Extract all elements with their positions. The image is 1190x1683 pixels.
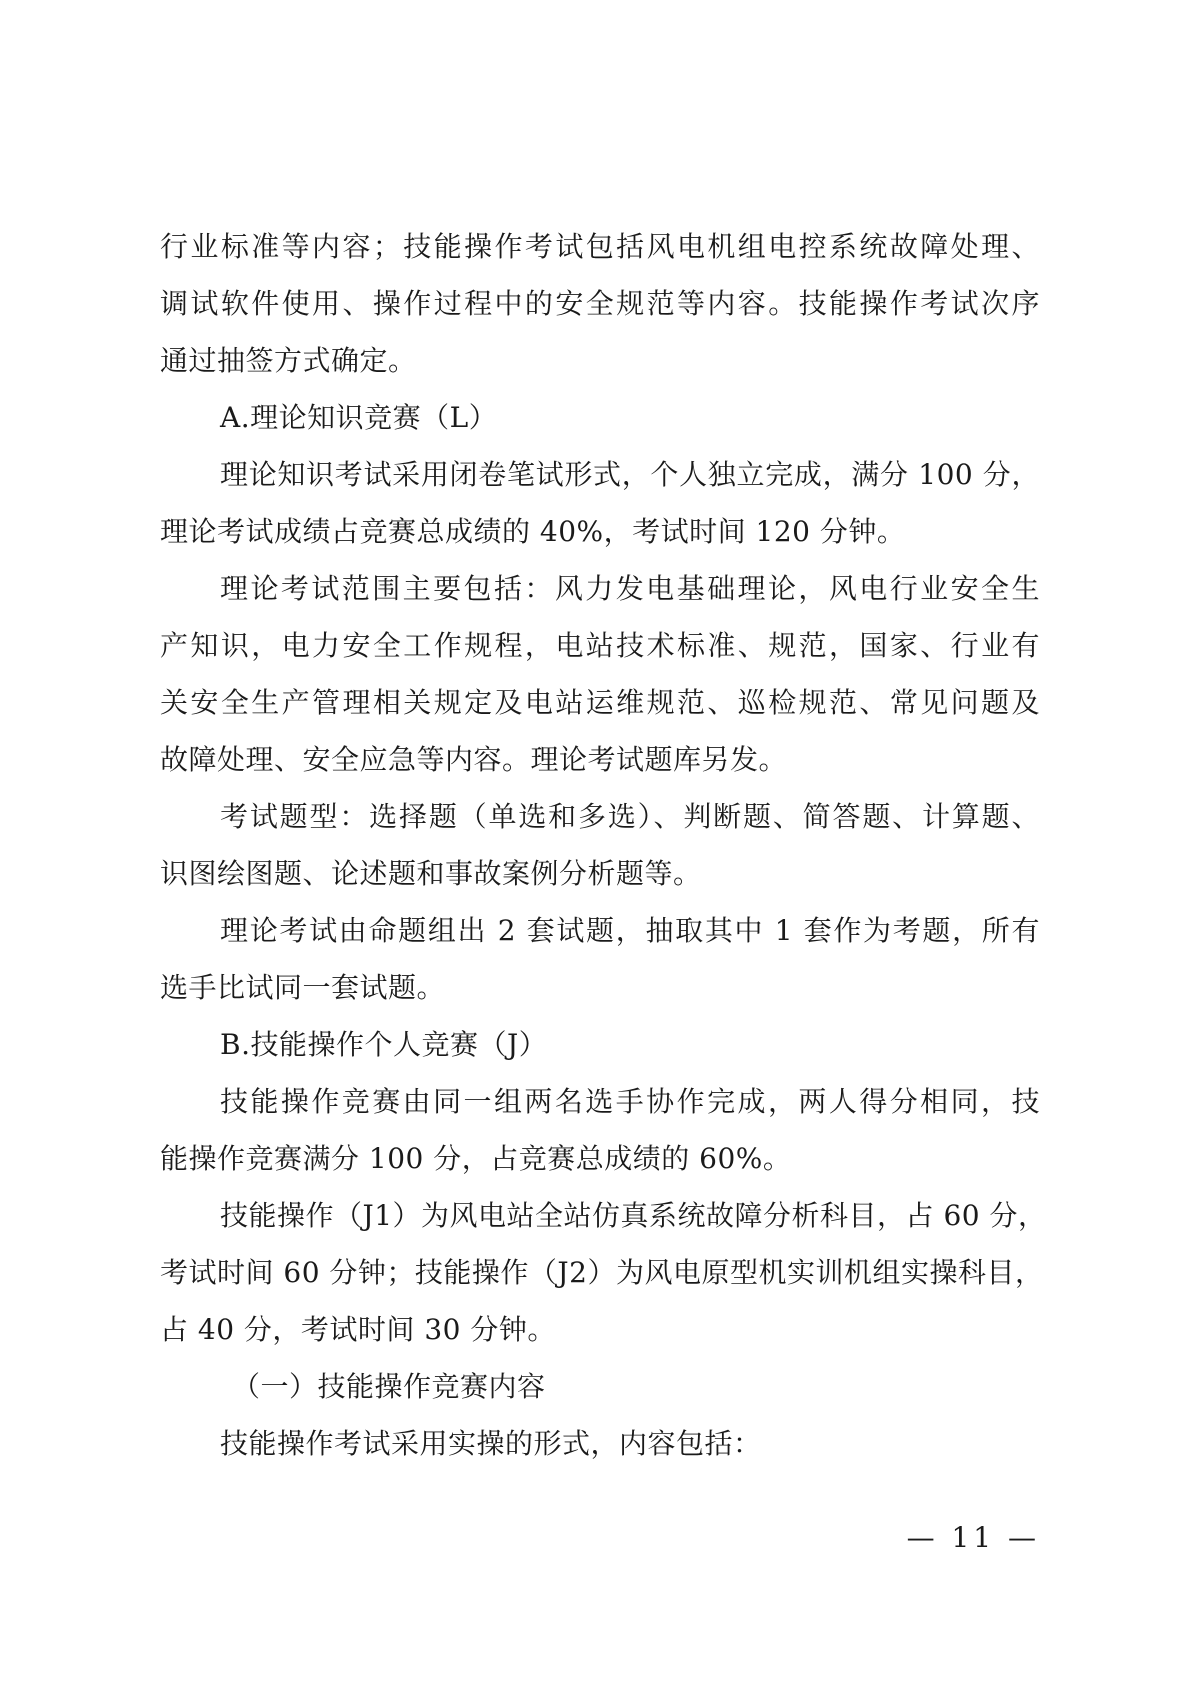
page-number: — 11 — [906, 1521, 1040, 1554]
body-text-line: 技能操作考试采用实操的形式，内容包括： [220, 1427, 762, 1460]
body-text-line: 调试软件使用、操作过程中的安全规范等内容。技能操作考试次序 [160, 287, 1040, 320]
body-text-line: 能操作竞赛满分 100 分，占竞赛总成绩的 60%。 [160, 1142, 792, 1175]
body-text-line: 识图绘图题、论述题和事故案例分析题等。 [160, 857, 702, 890]
body-text-line: 技能操作（J1）为风电站全站仿真系统故障分析科目，占 60 分， [220, 1199, 1047, 1232]
body-text-line: 占 40 分，考试时间 30 分钟。 [160, 1313, 556, 1346]
body-text-line: 理论考试范围主要包括：风力发电基础理论，风电行业安全生 [220, 572, 1040, 605]
document-body [160, 218, 1047, 1472]
body-text-line: 考试题型：选择题（单选和多选）、判断题、简答题、计算题、 [220, 800, 1040, 833]
section-heading-skills: B.技能操作个人竞赛（J） [220, 1028, 548, 1061]
body-text-line: 产知识，电力安全工作规程，电站技术标准、规范，国家、行业有 [160, 629, 1040, 662]
body-text-line: 技能操作竞赛由同一组两名选手协作完成，两人得分相同，技 [220, 1085, 1040, 1118]
body-text-line: 行业标准等内容；技能操作考试包括风电机组电控系统故障处理、 [160, 230, 1040, 263]
subsection-heading: （一）技能操作竞赛内容 [232, 1370, 546, 1403]
body-text-line: 故障处理、安全应急等内容。理论考试题库另发。 [160, 743, 788, 776]
body-text-line: 考试时间 60 分钟；技能操作（J2）为风电原型机实训机组实操科目， [160, 1256, 1044, 1289]
body-text-line: 选手比试同一套试题。 [160, 971, 446, 1004]
body-text-line: 理论知识考试采用闭卷笔试形式，个人独立完成，满分 100 分， [220, 458, 1040, 491]
body-text-line: 关安全生产管理相关规定及电站运维规范、巡检规范、常见问题及 [160, 686, 1040, 719]
body-text-line: 通过抽签方式确定。 [160, 344, 417, 377]
section-heading-theory: A.理论知识竞赛（L） [220, 401, 498, 434]
body-text-line: 理论考试由命题组出 2 套试题，抽取其中 1 套作为考题，所有 [220, 914, 1040, 947]
body-text-line: 理论考试成绩占竞赛总成绩的 40%，考试时间 120 分钟。 [160, 515, 906, 548]
